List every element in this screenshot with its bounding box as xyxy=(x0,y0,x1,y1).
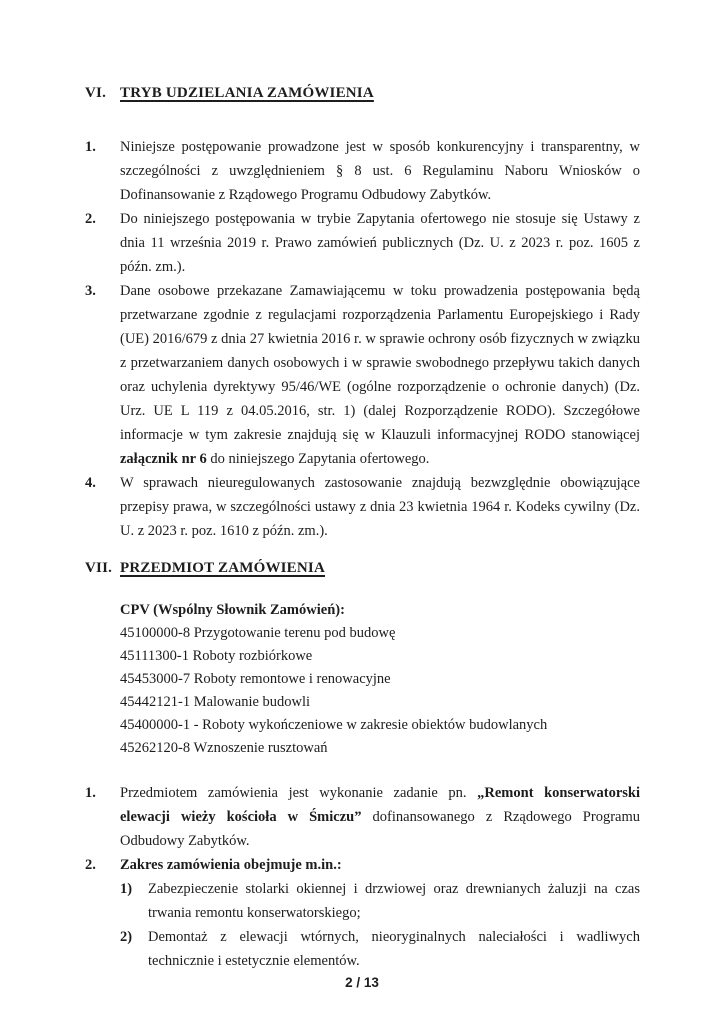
list-item-vi-1 xyxy=(85,135,640,207)
section-vi-number: VI. xyxy=(85,85,107,101)
section-vi-heading xyxy=(85,82,640,104)
sub-item-text: Demontaż z elewacji wtórnych, nieoryginalnych naleciałości i wadliwych technicznie i estetycznie elementów. xyxy=(148,929,640,969)
list-item-vi-2 xyxy=(85,207,640,279)
item-number: 1. xyxy=(85,785,96,801)
item-text: dofinansowanego z Rządowego Programu Odbudowy Zabytków. xyxy=(120,809,640,849)
item-text: do niniejszego Zapytania ofertowego. xyxy=(206,451,430,467)
cpv-code: 45400000-1 - Roboty wykończeniowe w zakresie obiektów budowlanych xyxy=(120,717,548,733)
sub-item-number: 1) xyxy=(120,881,133,897)
sub-item-text: Zabezpieczenie stolarki okiennej i drzwiowej oraz drewnianych żaluzji na czas trwania remontu konserwatorskiego; xyxy=(148,881,640,921)
item-text: W sprawach nieuregulowanych zastosowanie znajdują bezwzględnie obowiązujące przepisy prawa, w szczególności ustawy z dnia 23 kwietnia 1964 r. Kodeks cywilny (Dz. U. z 2023 r. poz. 1610 z późn. zm.). xyxy=(120,475,640,539)
section-vi-title: TRYB UDZIELANIA ZAMÓWIENIA xyxy=(120,85,374,101)
item-text-bold: załącznik nr 6 xyxy=(120,451,207,467)
item-text: Przedmiotem zamówienia jest wykonanie zadanie pn. xyxy=(120,785,478,801)
item-text: Do niniejszego postępowania w trybie Zapytania ofertowego nie stosuje się Ustawy z dnia 11 września 2019 r. Prawo zamówień publicznych (Dz. U. z 2023 r. poz. 1605 z późn. zm.). xyxy=(120,211,640,275)
cpv-code: 45442121-1 Malowanie budowli xyxy=(120,694,311,710)
list-item-vii-2-subs xyxy=(85,877,640,973)
item-number: 2. xyxy=(85,211,96,227)
item-number: 2. xyxy=(85,857,96,873)
item-text: Dane osobowe przekazane Zamawiającemu w toku prowadzenia postępowania będą przetwarzane zgodnie z regulacjami rozporządzenia Parlamentu Europejskiego i Rady (UE) 2016/679 z dnia 27 kwietnia 2016 r. w sprawie ochrony osób fizycznych w związku z przetwarzaniem danych osobowych i w sprawie swobodnego przepływu takich danych oraz uchylenia dyrektywy 95/46/WE (ogólne rozporządzenie o ochronie danych) (Dz. Urz. UE L 119 z 04.05.2016, str. 1) (dalej Rozporządzenie RODO). Szczegółowe informacje w tym zakresie znajdują się w Klauzuli informacyjnej RODO stanowiącej xyxy=(120,283,640,443)
item-number: 4. xyxy=(85,475,96,491)
cpv-code: 45111300-1 Roboty rozbiórkowe xyxy=(120,648,313,664)
list-item-vii-2 xyxy=(85,853,640,877)
page-number: 2 / 13 xyxy=(345,975,379,990)
cpv-code: 45453000-7 Roboty remontowe i renowacyjne xyxy=(120,671,391,687)
sub-item-1 xyxy=(120,877,640,925)
section-vii-title: PRZEDMIOT ZAMÓWIENIA xyxy=(120,560,325,576)
item-number: 3. xyxy=(85,283,96,299)
cpv-code: 45100000-8 Przygotowanie terenu pod budowę xyxy=(120,625,396,641)
section-vii-number: VII. xyxy=(85,560,113,576)
item-text: Niniejsze postępowanie prowadzone jest w sposób konkurencyjny i transparentny, w szczególności z uwzględnieniem § 8 ust. 6 Regulaminu Naboru Wniosków o Dofinansowanie z Rządowego Programu Odbudowy Zabytków. xyxy=(120,139,640,203)
list-item-vi-3 xyxy=(85,279,640,471)
item-number: 1. xyxy=(85,139,96,155)
cpv-heading: CPV (Wspólny Słownik Zamówień): xyxy=(120,602,345,618)
document-content xyxy=(85,82,640,973)
sub-item-2 xyxy=(120,925,640,973)
item-text-bold: „Remont konserwatorski elewacji wieży kościoła w Śmiczu” xyxy=(120,785,640,825)
sub-item-number: 2) xyxy=(120,929,133,945)
list-item-vii-1 xyxy=(85,781,640,853)
cpv-block xyxy=(120,599,640,760)
section-vii-heading xyxy=(85,557,640,579)
list-item-vi-4 xyxy=(85,471,640,543)
item-text: Zakres zamówienia obejmuje m.in.: xyxy=(120,857,342,873)
cpv-code: 45262120-8 Wznoszenie rusztowań xyxy=(120,740,328,756)
